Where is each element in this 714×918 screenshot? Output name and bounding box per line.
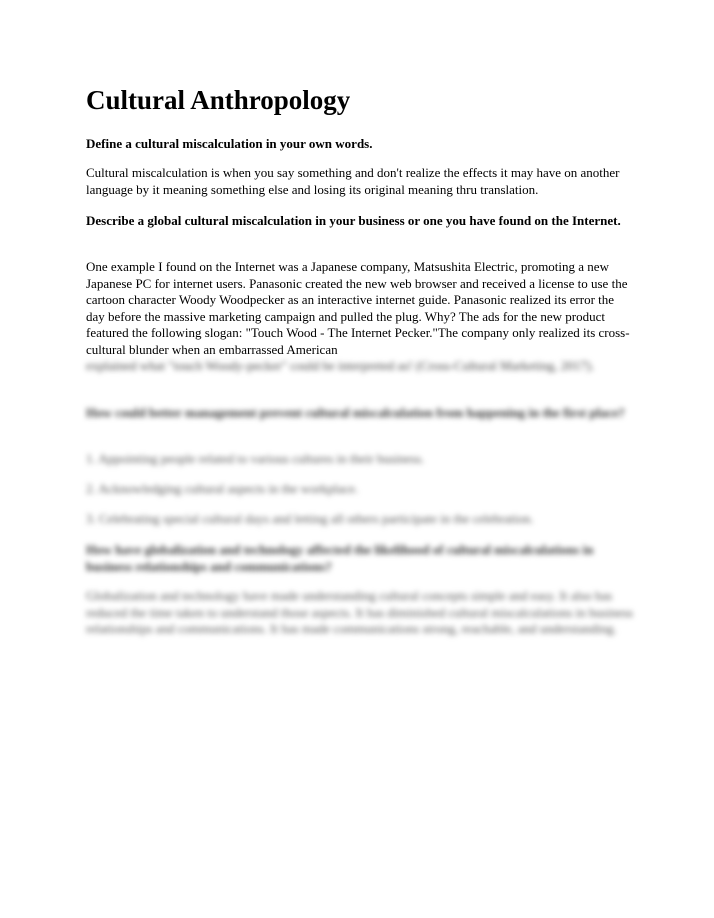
document-title: Cultural Anthropology — [86, 85, 351, 115]
question-4: How have globalization and technology affected the likelihood of cultural miscalculations in business relationships and communications? — [86, 542, 594, 574]
question-3: How could better management prevent cultural miscalculation from happening in the first place? — [86, 405, 625, 420]
answer-3-item-3: 3. Celebrating special cultural days and letting all others participate in the celebration. — [86, 511, 534, 526]
answer-3-item-1: 1. Appointing people related to various cultures in their business. — [86, 451, 425, 466]
question-2: Describe a global cultural miscalculation in your business or one you have found on the Internet. — [86, 213, 621, 228]
answer-4: Globalization and technology have made understanding cultural concepts simple and easy. It also has reduced the time taken to understand those aspects. It has diminished cultural miscalculations in business relationships and communications. It has made communications strong, reachable, and understanding. — [86, 588, 633, 637]
answer-1: Cultural miscalculation is when you say something and don't realize the effects it may have on another language by it meaning something else and losing its original meaning thru translation. — [86, 165, 620, 197]
answer-2: One example I found on the Internet was a Japanese company, Matsushita Electric, promoting a new Japanese PC for internet users. Panasonic created the new web browser and received a license to use the cartoon character Woody Woodpecker as an interactive internet guide. Panasonic realized its error the day before the massive marketing campaign and pulled the plug. Why? The ads for the new product featured the following slogan: "Touch Wood - The Internet Pecker."The company only realized its cross-cultural blunder when an embarrassed American — [86, 259, 630, 357]
question-1: Define a cultural miscalculation in your own words. — [86, 136, 373, 151]
answer-3-item-2: 2. Acknowledging cultural aspects in the workplace. — [86, 481, 359, 496]
answer-2-continued: explained what "touch Woody-pecker" could be interpreted as! (Cross-Cultural Marketing, 2017). — [86, 358, 595, 373]
